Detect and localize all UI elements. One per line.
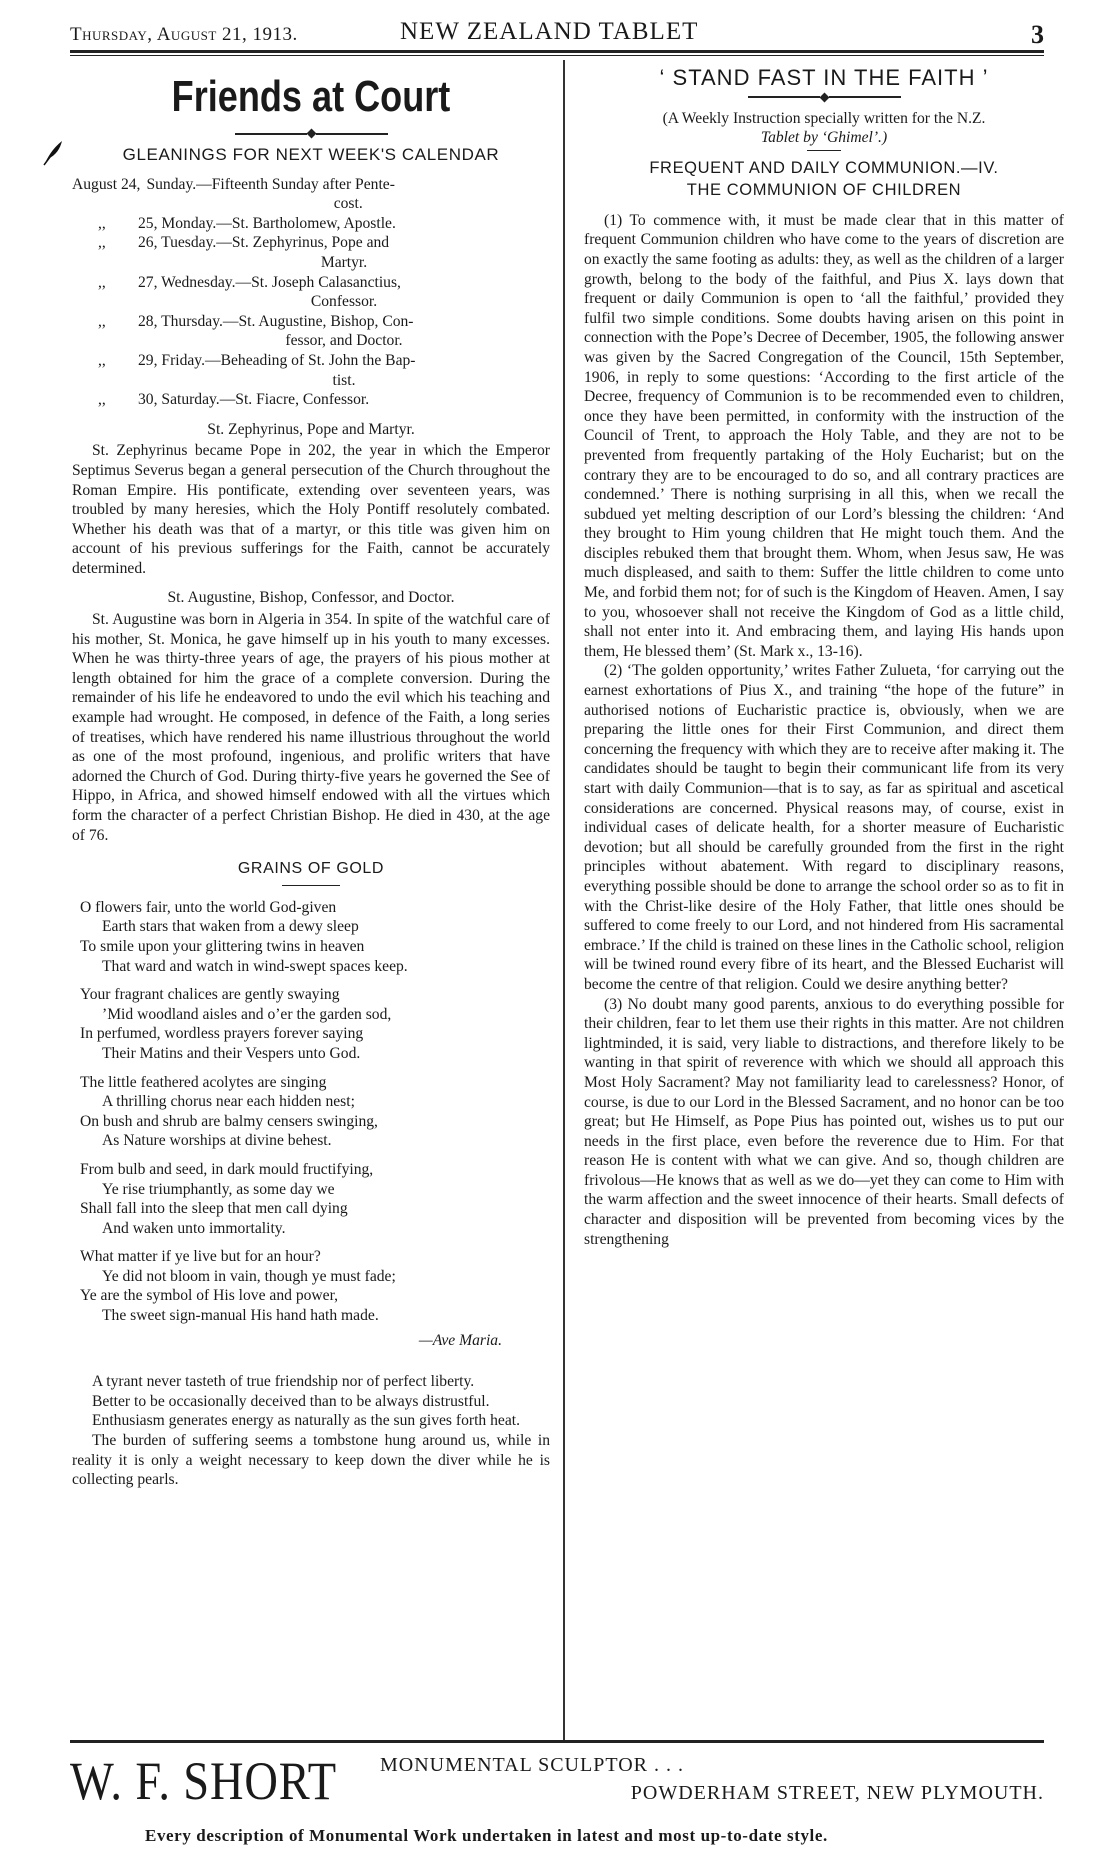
calendar-entry [72,312,550,351]
poem-line: Their Matins and their Vespers unto God. [102,1044,361,1062]
maxim-paragraph: A tyrant never tasteth of true friendship nor of perfect liberty. [92,1373,475,1391]
right-column [584,62,1064,1249]
calendar-heading-text: GLEANINGS FOR NEXT WEEK'S CALENDAR [122,145,500,164]
advert-tagline: Every description of Monumental Work undertaken in latest and most up-to-date style. [145,1826,828,1845]
advert-name: W. F. SHORT [70,1751,338,1811]
calendar-entry-text [138,273,550,312]
ornament-rule [72,130,550,137]
poem-line: Ye are the symbol of His love and power, [80,1287,339,1305]
advert-trade: MONUMENTAL SCULPTOR . . . [380,1754,684,1776]
calendar-entry-main: Sunday.—Fifteenth Sunday after Pente- [146,175,395,193]
page-number: 3 [1031,20,1044,49]
calendar-entry [72,233,550,272]
poem-line: To smile upon your glittering twins in heaven [80,937,365,955]
instruction-heading [584,157,1064,201]
quill-icon [42,139,64,167]
calendar-date-mark: ,, [98,312,106,330]
poem-line: Shall fall into the sleep that men call dying [80,1200,348,1218]
maxim-paragraph: The burden of suffering seems a tombstone hung around us, while in reality it is only a weight necessary to keep down the diver while he is collecting pearls. [72,1432,550,1489]
byline-line-1: (A Weekly Instruction specially written for the N.Z. [662,109,986,127]
instruction-heading-line-2: THE COMMUNION OF CHILDREN [686,180,962,199]
poem-line: On bush and shrub are balmy censers swinging, [80,1112,378,1130]
calendar-heading [72,145,550,165]
augustine-heading: St. Augustine, Bishop, Confessor, and Doctor. [167,589,455,607]
calendar-date-mark: ,, [98,273,106,291]
poem-line: In perfumed, wordless prayers forever saying [80,1025,364,1043]
calendar-entry [72,175,550,214]
poem-line: And waken unto immortality. [102,1219,286,1237]
poem-stanza [80,1073,550,1151]
calendar-entry-main: 26, Tuesday.—St. Zephyrinus, Pope and [138,234,390,252]
instruction-byline [584,109,1064,148]
instruction-body [584,211,1064,1249]
poem-line: O flowers fair, unto the world God-given [80,898,337,916]
poem-stanza [80,1247,550,1325]
calendar-date-mark: ,, [98,214,106,232]
article-title-stand-fast: ‘ STAND FAST IN THE FAITH ’ [659,65,989,90]
calendar-list [72,175,550,410]
poem-stanza [80,898,550,976]
poem-line: From bulb and seed, in dark mould fructifying, [80,1160,374,1178]
grains-of-gold-heading: GRAINS OF GOLD [237,860,385,878]
poem-line: Ye did not bloom in vain, though ye must fade; [102,1267,396,1285]
poem-line: That ward and watch in wind-swept spaces keep. [102,957,408,975]
masthead-rule [70,50,1044,53]
advertisement [70,1744,1044,1854]
poem-line: The little feathered acolytes are singing [80,1073,327,1091]
instruction-paragraph: (3) No doubt many good parents, anxious to do everything possible for their children, fear to let them use their rights in this matter. Are not children lightminded, it is said, very liable to distractions, and therefore likely to be wanting in that spirit of reverence with which we should all approach this Most Holy Sacrament? May not familiarity lead to carelessness? Honor, of course, is due to our Lord in the Blessed Sacrament, and no honor can be too great; but He Himself, as Pope Pius has pointed out, wishes us to put our needs in the first place, even before the reverence due to Him. For that reason He is content with what we can give. And so, though children are frivolous—He knows that as well as we do—yet they can come to Him with the warm affection and the sweet innocence of their hearts. Small defects of character and disposition will be prevented from becoming vices by the strengthening [584,995,1064,1248]
poem-attribution: —Ave Maria. [418,1331,502,1349]
calendar-entry-continuation: Confessor. [310,293,378,311]
calendar-entry-text [138,233,550,272]
calendar-entry-main: 25, Monday.—St. Bartholomew, Apostle. [138,214,396,232]
column-divider [563,60,565,1740]
poem-line: Ye rise triumphantly, as some day we [102,1180,335,1198]
maxim-paragraph: Better to be occasionally deceived than to be always distrustful. [92,1392,490,1410]
calendar-entry-text [138,351,550,390]
masthead [70,18,1044,48]
calendar-date-mark: August 24, [72,175,141,193]
section-rule [807,150,841,151]
calendar-entry-main: 27, Wednesday.—St. Joseph Calasanctius, [138,273,401,291]
article-title-friends-at-court: Friends at Court [171,72,451,121]
calendar-entry-main: 28, Thursday.—St. Augustine, Bishop, Con- [138,312,414,330]
poem-line: The sweet sign-manual His hand hath made. [102,1307,379,1325]
calendar-entry [72,390,550,410]
ornament-rule [584,94,1064,101]
calendar-entry [72,273,550,312]
calendar-entry [72,351,550,390]
poem-line: What matter if ye live but for an hour? [80,1248,321,1266]
poem-stanza [80,1160,550,1238]
poem-line: Earth stars that waken from a dewy sleep [102,918,359,936]
calendar-date-mark: ,, [98,351,106,369]
byline-line-2: Tablet by ‘Ghimel’.) [760,129,888,147]
zephyrinus-heading: St. Zephyrinus, Pope and Martyr. [207,420,415,438]
calendar-entry-text [138,214,550,234]
calendar-entry-continuation: Martyr. [320,253,368,271]
poem-line: A thrilling chorus near each hidden nest; [102,1093,355,1111]
instruction-heading-line-1: FREQUENT AND DAILY COMMUNION.—IV. [649,158,999,177]
calendar-entry-text [138,312,550,351]
instruction-paragraph: (2) ‘The golden opportunity,’ writes Father Zulueta, ‘for carrying out the earnest exhortations of Pius X., and training “the hope of the future” in authorised notions of Eucharistic practice is, obviously, when we are preparing the little ones for their First Communion, and direct them concerning the frequency with which they are to receive after making it. The candidates should be taught to begin their communicant life from its very start with daily Communion—that is to say, as far as spiritual and ascetical considerations are concerned. Physical reasons may, of course, exist in individual cases of delicate health, for a shorter measure of Eucharistic devotion; but all should be carefully grounded from the first in the right principles without abatement. With regard to disciplinary reasons, everything possible should be done to arrange the school order so as to fit in with the Christ-like desire of the Holy Father, that little ones should be suffered to come freely to our Lord, and not hindered from His sacramental embrace.’ If the child is trained on these lines in the Catholic school, religion will be twined round every fibre of its heart, and the Blessed Eucharist will become the centre of that religion. Could we desire anything better? [584,662,1064,993]
calendar-date-mark: ,, [98,234,106,252]
calendar-entry-continuation: cost. [333,195,363,213]
advert-address: POWDERHAM STREET, NEW PLYMOUTH. [630,1782,1044,1804]
poem-stanza [80,985,550,1063]
poem-line: ’Mid woodland aisles and o’er the garden sod, [102,1005,392,1023]
section-rule [282,885,340,886]
maxims [72,1372,550,1490]
calendar-entry-continuation: fessor, and Doctor. [285,332,403,350]
calendar-entry-text [146,175,550,214]
advert-rule [70,1740,1044,1743]
calendar-entry-text [138,390,550,410]
left-column [72,62,550,1490]
augustine-paragraph: St. Augustine was born in Algeria in 354. In spite of the watchful care of his mother, St. Monica, he gave himself up in his youth to many excesses. When he was thirty-three years of age, the prayers of his pious mother at length obtained for him the grace of a complete conversion. During the remainder of his life he endeavored to undo the evil which his teaching and example had wrought. He composed, in defence of the Faith, a long series of treatises, which have rendered his name illustrious throughout the world as one of the most profound, ingenious, and prolific writers that have adorned the Church of God. During thirty-five years he governed the See of Hippo, in Africa, and showed himself endowed with all the virtues which form the character of a perfect Christian Bishop. He died in 430, at the age of 76. [72,611,550,844]
calendar-entry-main: 30, Saturday.—St. Fiacre, Confessor. [138,391,370,409]
poem-line: Your fragrant chalices are gently swaying [80,986,340,1004]
calendar-entry-main: 29, Friday.—Beheading of St. John the Bap- [138,351,416,369]
calendar-entry [72,214,550,234]
masthead-date: Thursday, August 21, 1913. [70,24,298,45]
maxim-paragraph: Enthusiasm generates energy as naturally as the sun gives forth heat. [92,1412,520,1430]
zephyrinus-paragraph: St. Zephyrinus became Pope in 202, the year in which the Emperor Septimus Severus began a general persecution of the Church throughout the Roman Empire. His pontificate, extending over seventeen years, was troubled by many heresies, which the Holy Pontiff resolutely combated. Whether his death was that of a martyr, or this title was given him on account of his previous sufferings for the Faith, cannot be accurately determined. [72,442,550,577]
poem-line: As Nature worships at divine behest. [102,1132,332,1150]
masthead-paper-name: NEW ZEALAND TABLET [400,18,699,45]
instruction-paragraph: (1) To commence with, it must be made clear that in this matter of frequent Communion children who have come to the years of discretion are on exactly the same footing as adults: they, as well as the children of a larger growth, belong to the body of the faithful, and Pius X. lays down that frequent or daily Communion is open to ‘all the faithful,’ provided they fulfil two simple conditions. Some doubts having arisen on this point in connection with the Pope’s Decree of December, 1905, the following answer was given by the Sacred Congregation of the Council, 15th September, 1906, in reply to some questions: ‘According to the first article of the Decree, frequency of Communion is to be recommended even to children, once they have been permitted, in conformity with the instruction of the Council of Trent, to approach the Holy Table, and they are not to be prevented from frequently partaking of the Holy Eucharist; but on the contrary they are to be encouraged to do so, and all contrary practices are condemned.’ There is nothing surprising in all this, when we recall the subdued yet melting description of our Lord’s blessing the children: ‘And they brought to Him young children that He might touch them. And the disciples rebuked them that brought them. Whom, when Jesus saw, He was much displeased, and saith to them: Suffer the little children to come unto Me, and forbid them not; for of such is the Kingdom of Heaven. Amen, I say to you, whosoever shall not receive the Kingdom of God as a little child, shall not enter into it. And embracing them, and laying His hands upon them, He blessed them’ (St. Mark x., 13-16). [584,211,1064,660]
calendar-entry-continuation: tist. [332,371,356,389]
poem [80,898,550,1326]
calendar-date-mark: ,, [98,391,106,409]
masthead-rule-thin [70,55,1044,56]
